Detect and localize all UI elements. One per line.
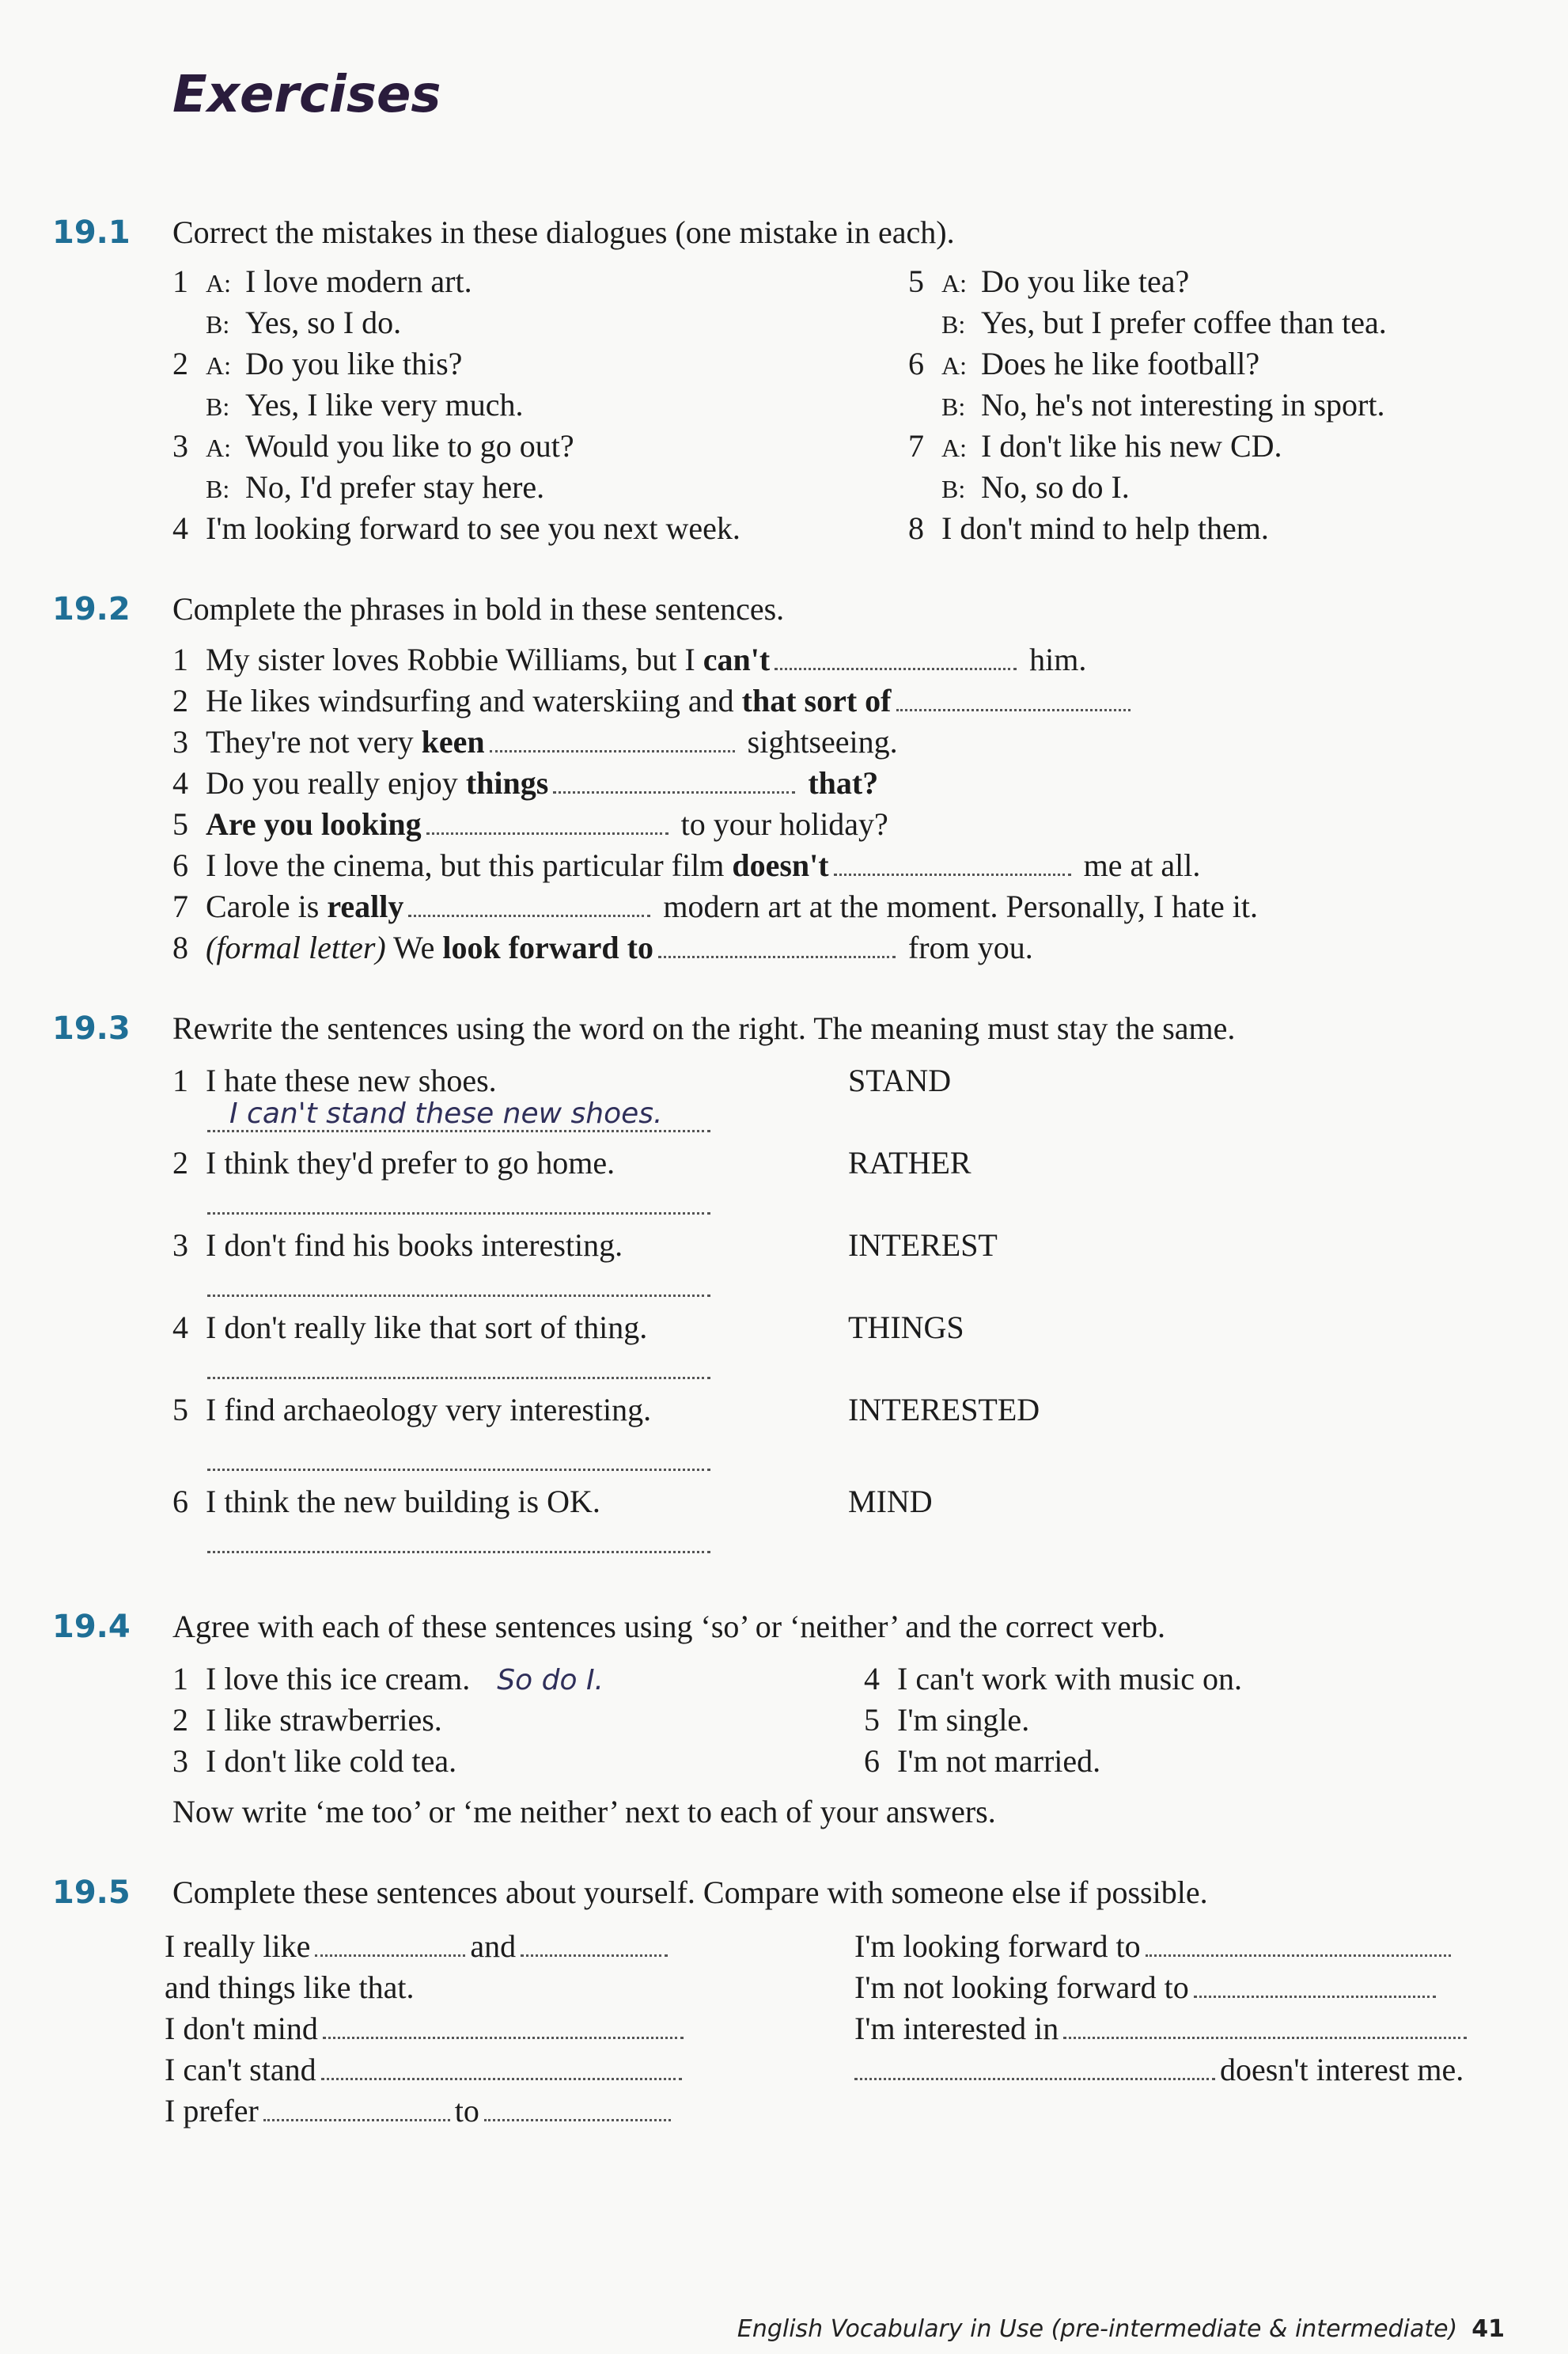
list-item: 7 Carole is really modern art at the moment. Personally, I hate it.	[172, 889, 1258, 924]
answer-line[interactable]	[207, 1377, 710, 1379]
list-item: 4 I can't work with music on.	[864, 1661, 1243, 1696]
answer-blank[interactable]	[1194, 1970, 1436, 1998]
answer-blank[interactable]	[658, 931, 896, 958]
answer-blank[interactable]	[521, 1929, 668, 1957]
answer-blank[interactable]	[490, 725, 735, 752]
answer-blank[interactable]	[1063, 2011, 1467, 2039]
sentence-column-right	[864, 1658, 1242, 1782]
sentence-column-left	[172, 1658, 604, 1782]
exercise-number: 19.3	[52, 1010, 131, 1047]
list-item: 1 I love this ice cream. So do I.	[172, 1661, 604, 1696]
page-footer	[737, 2309, 1505, 2350]
answer-blank[interactable]	[854, 2053, 1215, 2080]
list-item: 6 I'm not married.	[864, 1743, 1101, 1779]
list-item: B: Yes, but I prefer coffee than tea.	[941, 305, 1387, 340]
keyword: INTEREST	[848, 1227, 998, 1263]
answer-blank[interactable]	[775, 643, 1017, 670]
book-title: English Vocabulary in Use (pre-intermediate & intermediate)	[737, 2315, 1458, 2343]
answer-blank[interactable]	[408, 889, 650, 917]
exercise-instruction: Correct the mistakes in these dialogues (one mistake in each).	[172, 214, 955, 250]
answer-blank[interactable]	[553, 766, 795, 794]
list-item: I'm not looking forward to	[854, 1967, 1471, 2008]
list-item: I can't stand	[165, 2049, 688, 2091]
list-item: 5 I'm single.	[864, 1702, 1030, 1738]
exercise-number: 19.2	[52, 591, 131, 627]
list-item: 1 My sister loves Robbie Williams, but I can't him.	[172, 642, 1087, 677]
rewrite-item: 3 I don't find his books interesting.	[172, 1227, 623, 1263]
rewrite-item: 1 I hate these new shoes.	[172, 1063, 497, 1098]
list-item: I don't mind	[165, 2008, 688, 2049]
list-item: doesn't interest me.	[854, 2049, 1471, 2091]
keyword: INTERESTED	[848, 1392, 1040, 1427]
answer-blank[interactable]	[896, 684, 1131, 711]
prompt-column-left	[165, 1926, 688, 2132]
exercise-instruction: Agree with each of these sentences using ‘so’ or ‘neither’ and the correct verb.	[172, 1609, 1166, 1644]
exercise-instruction: Complete the phrases in bold in these sentences.	[172, 591, 785, 627]
list-item: B: No, I'd prefer stay here.	[206, 469, 545, 505]
rewrite-item: 5 I find archaeology very interesting.	[172, 1392, 652, 1427]
answer-blank[interactable]	[323, 2011, 684, 2039]
answer-blank[interactable]	[834, 848, 1071, 876]
exercise-instruction: Complete these sentences about yourself. Compare with someone else if possible.	[172, 1874, 1208, 1910]
answer-blank[interactable]	[426, 807, 668, 835]
followup-instruction: Now write ‘me too’ or ‘me neither’ next to each of your answers.	[172, 1794, 996, 1829]
list-item: B: Yes, so I do.	[206, 305, 402, 340]
page-title: Exercises	[172, 66, 441, 124]
keyword: MIND	[848, 1484, 933, 1519]
exercise-number: 19.1	[52, 214, 131, 251]
handwritten-answer: I can't stand these new shoes.	[229, 1097, 663, 1130]
list-item: 4 Do you really enjoy things that?	[172, 765, 879, 801]
answer-blank[interactable]	[263, 2094, 450, 2121]
exercise-number: 19.4	[52, 1609, 131, 1645]
keyword: THINGS	[848, 1310, 964, 1345]
list-item: 6 I love the cinema, but this particular film doesn't me at all.	[172, 847, 1201, 883]
list-item: 1 A: I love modern art.	[172, 263, 472, 299]
exercise-instruction: Rewrite the sentences using the word on the right. The meaning must stay the same.	[172, 1010, 1236, 1046]
rewrite-item: 2 I think they'd prefer to go home.	[172, 1145, 615, 1181]
answer-blank[interactable]	[1146, 1929, 1451, 1957]
list-item: I prefer to	[165, 2091, 688, 2132]
rewrite-item: 4 I don't really like that sort of thing.	[172, 1310, 648, 1345]
list-item: 8 (formal letter) We look forward to from you.	[172, 930, 1033, 965]
list-item: 5 Are you looking to your holiday?	[172, 806, 888, 842]
answer-line[interactable]	[207, 1295, 710, 1297]
list-item: I'm interested in	[854, 2008, 1471, 2049]
keyword: STAND	[848, 1063, 952, 1098]
list-item: 6 A: Does he like football?	[908, 346, 1260, 381]
answer-blank[interactable]	[315, 1929, 465, 1957]
list-item: B: No, so do I.	[941, 469, 1130, 505]
answer-blank[interactable]	[484, 2094, 671, 2121]
list-item: I really like and	[165, 1926, 688, 1967]
dialogue-column-left	[172, 261, 740, 549]
list-item: 7 A: I don't like his new CD.	[908, 428, 1282, 464]
answer-line[interactable]	[207, 1551, 710, 1553]
sentence-list	[172, 639, 1258, 969]
list-item: B: Yes, I like very much.	[206, 387, 524, 423]
page-number: 41	[1471, 2315, 1505, 2343]
answer-line[interactable]	[207, 1469, 710, 1471]
list-item: I'm looking forward to	[854, 1926, 1471, 1967]
list-item: 8 I don't mind to help them.	[908, 510, 1269, 546]
list-item: 5 A: Do you like tea?	[908, 263, 1190, 299]
dialogue-column-right	[908, 261, 1387, 549]
keyword: RATHER	[848, 1145, 971, 1181]
list-item: 4 I'm looking forward to see you next week.	[172, 510, 740, 546]
answer-blank[interactable]	[321, 2053, 682, 2080]
rewrite-item: 6 I think the new building is OK.	[172, 1484, 600, 1519]
list-item: 3 A: Would you like to go out?	[172, 428, 574, 464]
list-item: 3 They're not very keen sightseeing.	[172, 724, 898, 760]
list-item: 2 I like strawberries.	[172, 1702, 442, 1738]
answer-line[interactable]	[207, 1130, 710, 1132]
list-item: and things like that.	[165, 1969, 415, 2005]
list-item: B: No, he's not interesting in sport.	[941, 387, 1385, 423]
handwritten-answer: So do I.	[497, 1664, 604, 1696]
list-item: 3 I don't like cold tea.	[172, 1743, 457, 1779]
list-item: 2 A: Do you like this?	[172, 346, 463, 381]
exercise-number: 19.5	[52, 1874, 131, 1911]
list-item: 2 He likes windsurfing and waterskiing and that sort of	[172, 680, 1258, 722]
answer-line[interactable]	[207, 1212, 710, 1215]
prompt-column-right	[854, 1926, 1471, 2091]
